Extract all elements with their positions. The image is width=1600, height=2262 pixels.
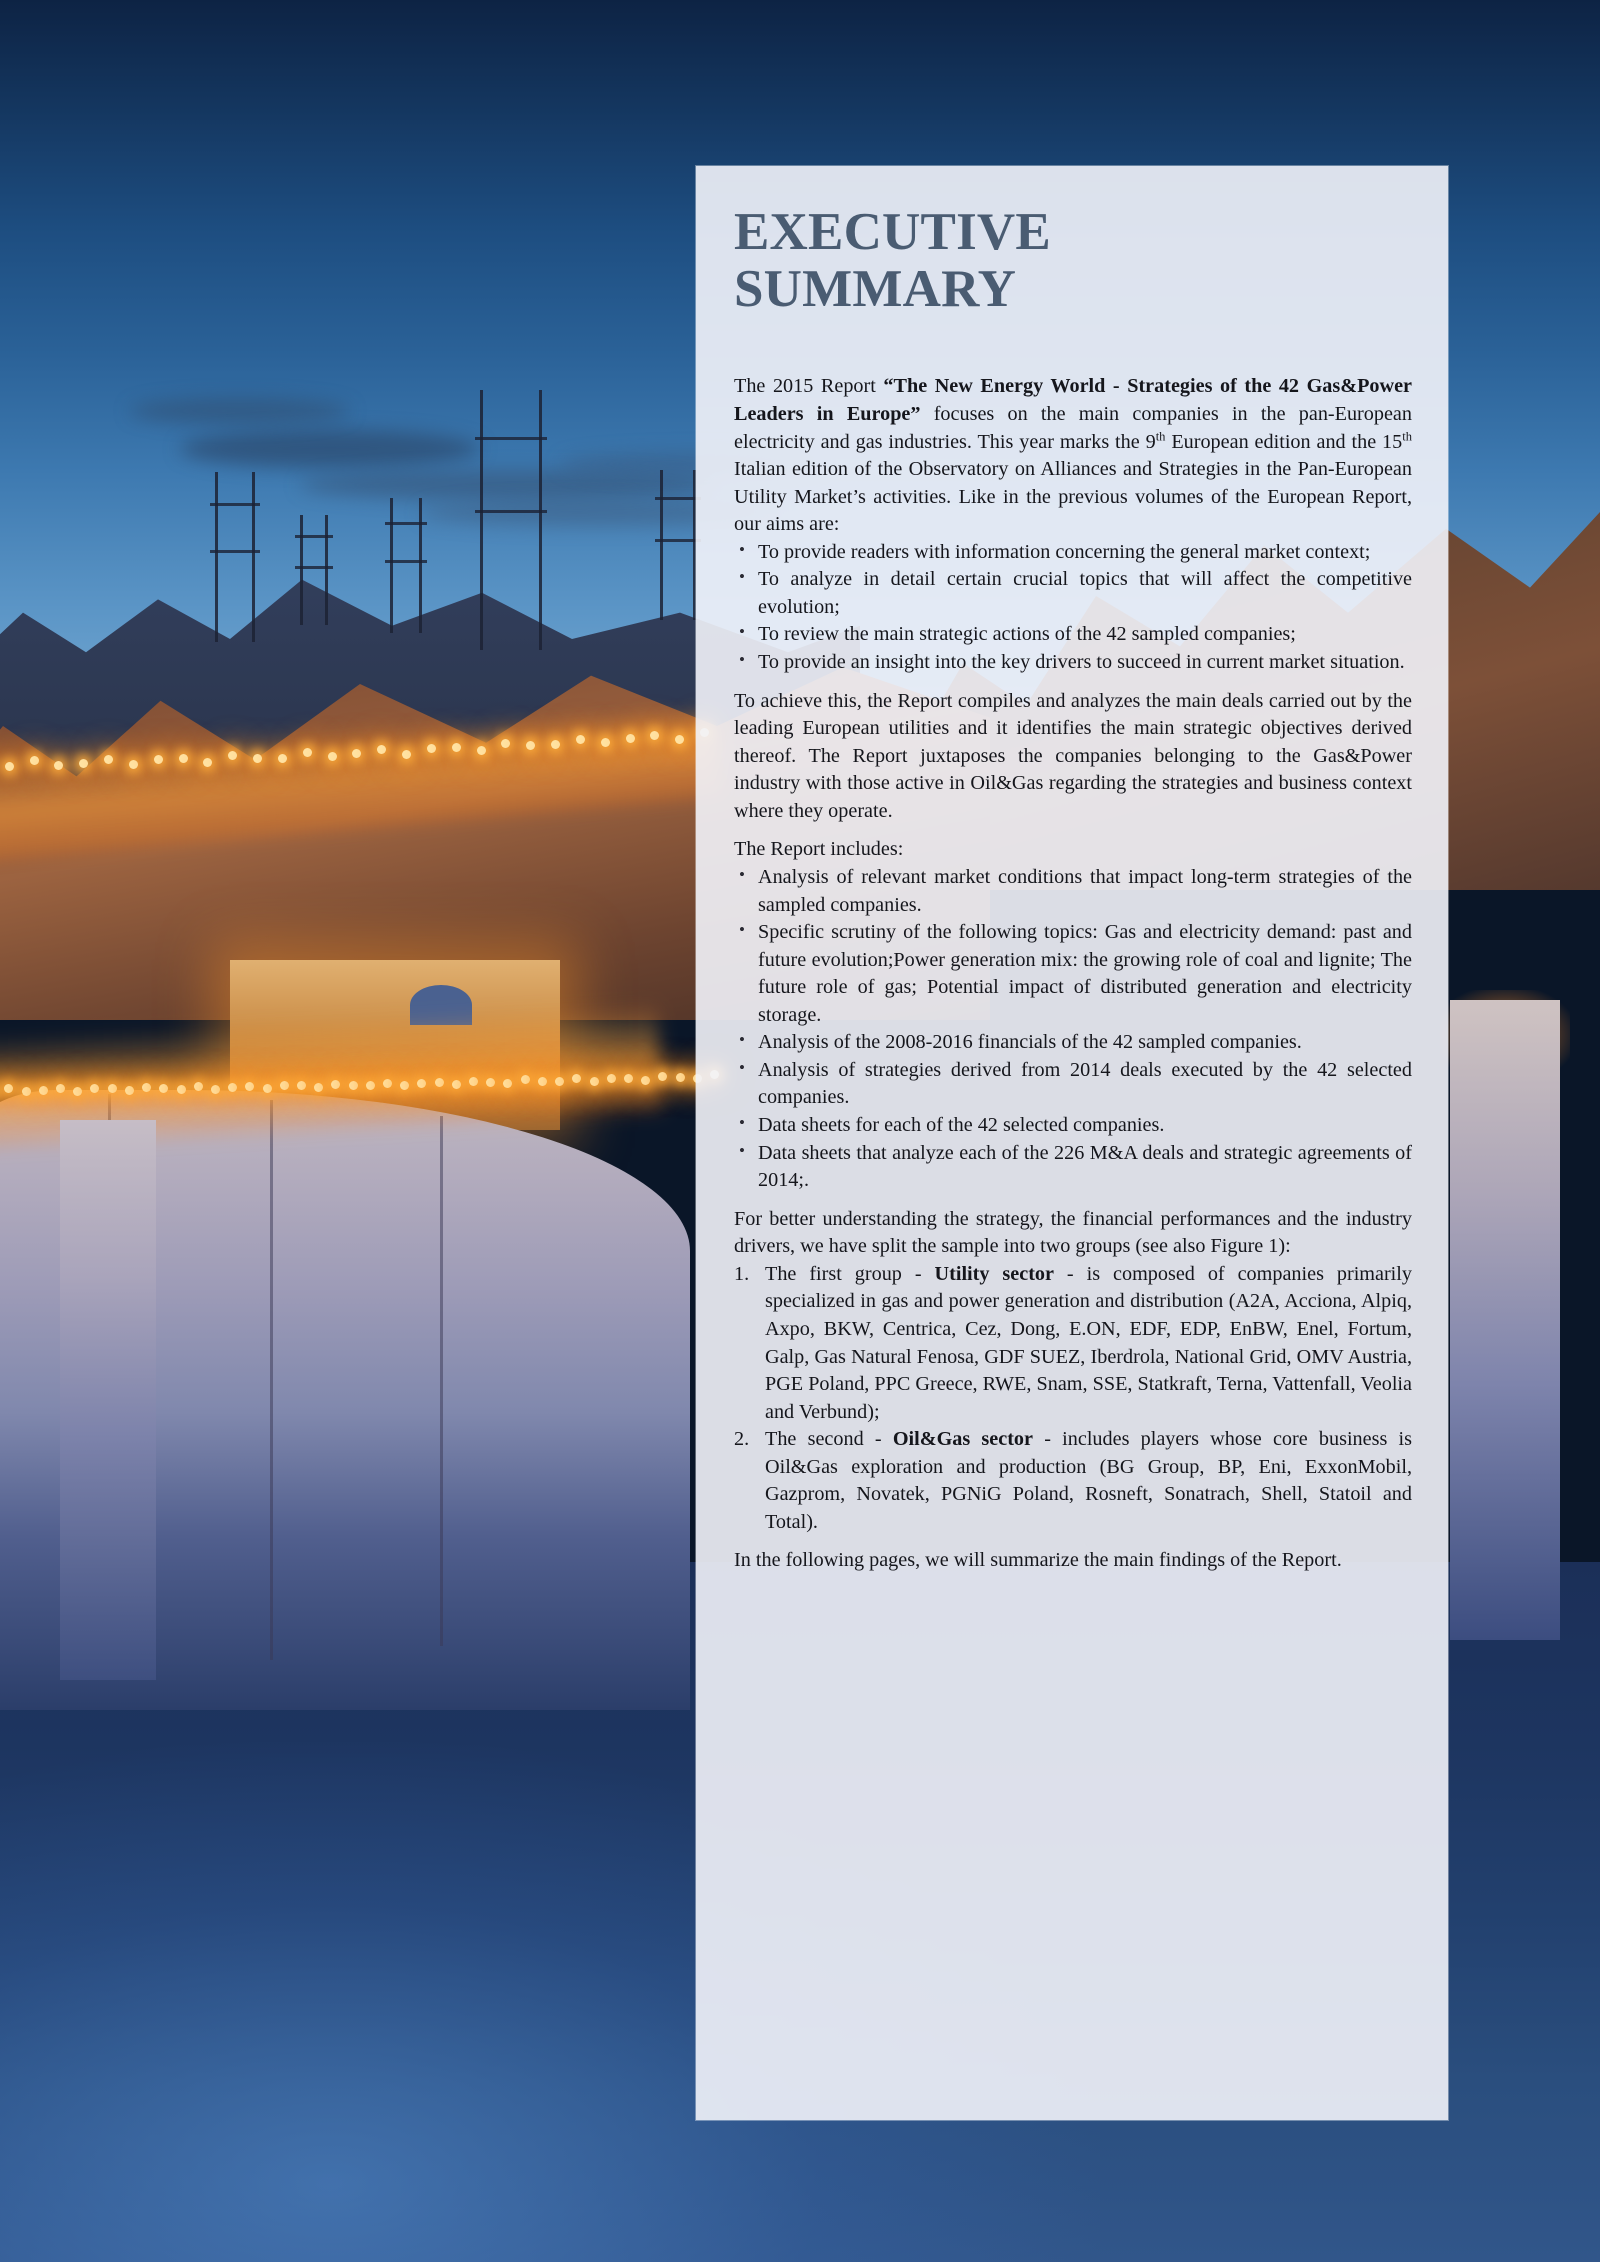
transmission-pylon <box>660 470 696 620</box>
lamp <box>30 756 39 765</box>
closing-paragraph: In the following pages, we will summarize the main findings of the Report. <box>734 1549 1342 1572</box>
lamp <box>90 1084 99 1093</box>
sample-split-paragraph: For better understanding the strategy, the financial performances and the industry drivers, we have split the sample into two groups (see also Figure 1): <box>734 1207 1412 1258</box>
intro-text-3: European edition and the 15 <box>1165 430 1403 453</box>
lamp <box>349 1081 358 1090</box>
page-title-line-2: SUMMARY <box>734 259 1017 318</box>
lamp <box>280 1081 289 1090</box>
dam-seam <box>440 1116 443 1646</box>
list-item: • Specific scrutiny of the following topics: Gas and electricity demand: past and future evolution;Power generation mix: the growing role of coal and lignite; The future role of gas; Potential impact of distributed generation and electricity storage. <box>734 919 1412 1029</box>
lamp <box>125 1086 134 1095</box>
transmission-pylon <box>480 390 542 650</box>
lamp <box>154 755 163 764</box>
lamp <box>503 1079 512 1088</box>
lamp <box>452 1080 461 1089</box>
includes-heading: The Report includes: <box>734 838 904 861</box>
intro-text-1: The 2015 Report <box>734 375 884 398</box>
lamp <box>626 734 635 743</box>
aims-list <box>734 539 1412 677</box>
lamp <box>417 1079 426 1088</box>
list-item: • Analysis of strategies derived from 2014 deals executed by the 42 selected companies. <box>734 1057 1412 1112</box>
lamp <box>194 1082 203 1091</box>
dam-seam <box>270 1100 273 1660</box>
page-title-line-1: EXECUTIVE <box>734 203 1051 261</box>
lamp <box>452 743 461 752</box>
lamp <box>177 1085 186 1094</box>
list-item: • To provide an insight into the key drivers to succeed in current market situation. <box>734 649 1412 677</box>
group-tail-text: - is composed of companies primarily specialized in gas and power generation and distribution (A2A, Acciona, Alpiq, Axpo, BKW, Centrica, Cez, Dong, E.ON, EDF, EDP, EnBW, Enel, Fortum, Galp, Gas Natural Fenosa, GDF SUEZ, Iberdrola, National Grid, OMV Austria, PGE Poland, PPC Greece, RWE, Snam, SSE, Statkraft, Terna, Vattenfall, Veolia and Verbund); <box>765 1262 1412 1423</box>
lamp <box>129 760 138 769</box>
lamp <box>303 748 312 757</box>
transmission-pylon <box>300 515 328 625</box>
lamp <box>427 744 436 753</box>
dam-crest-lamp-row <box>0 1086 710 1116</box>
report-title-bold: “The New Energy World - Strategies of the 42 Gas&Power Leaders in Europe” <box>734 375 1412 425</box>
lamp <box>211 1085 220 1094</box>
lamp <box>402 750 411 759</box>
body-copy <box>734 373 1412 1575</box>
lamp <box>203 758 212 767</box>
lamp <box>676 1073 685 1082</box>
lamp <box>331 1080 340 1089</box>
lamp <box>486 1078 495 1087</box>
lamp <box>675 735 684 744</box>
lamp <box>400 1081 409 1090</box>
lamp <box>159 1084 168 1093</box>
lamp <box>297 1081 306 1090</box>
list-item: • To analyze in detail certain crucial topics that will affect the competitive evolution; <box>734 566 1412 621</box>
lamp <box>328 752 337 761</box>
intro-text-4: Italian edition of the Observatory on Alliances and Strategies in the Pan-European Utility Market’s activities. Like in the previous volumes of the European Report, our aims are: <box>734 458 1412 536</box>
cloud <box>130 398 350 424</box>
lamp <box>22 1087 31 1096</box>
lamp <box>5 762 14 771</box>
intro-text-2: focuses on the main companies in the pan-European electricity and gas industries. This year marks the 9 <box>734 402 1412 453</box>
cloud <box>180 430 480 468</box>
lamp <box>179 754 188 763</box>
list-item: • To review the main strategic actions of the 42 sampled companies; <box>734 621 1412 649</box>
transmission-pylon <box>390 498 422 633</box>
lamp <box>314 1083 323 1092</box>
list-item: • To provide readers with information concerning the general market context; <box>734 539 1412 567</box>
lamp <box>228 751 237 760</box>
list-item-utility-sector <box>734 1261 1412 1426</box>
list-item: • Analysis of relevant market conditions that impact long-term strategies of the sampled companies. <box>734 864 1412 919</box>
list-item-oil-gas-sector <box>734 1426 1412 1536</box>
lamp <box>73 1087 82 1096</box>
list-item: • Data sheets for each of the 42 selected companies. <box>734 1112 1412 1140</box>
lamp <box>79 759 88 768</box>
list-item: • Data sheets that analyze each of the 226 M&A deals and strategic agreements of 2014;. <box>734 1140 1412 1195</box>
page-title <box>734 204 1412 317</box>
lamp <box>263 1084 272 1093</box>
lamp <box>108 1084 117 1093</box>
lamp <box>658 1072 667 1081</box>
lamp <box>590 1077 599 1086</box>
list-item: • Analysis of the 2008-2016 financials of the 42 sampled companies. <box>734 1029 1412 1057</box>
group-lead-text: The first group - <box>765 1262 935 1285</box>
lamp <box>624 1074 633 1083</box>
lamp <box>4 1084 13 1093</box>
lamp <box>366 1081 375 1090</box>
lamp <box>54 761 63 770</box>
lamp <box>142 1083 151 1092</box>
lamp <box>555 1077 564 1086</box>
content-panel <box>696 166 1448 2120</box>
dam-intake-tower-left <box>60 1120 156 1680</box>
includes-list <box>734 864 1412 1195</box>
lamp <box>39 1086 48 1095</box>
ordinal-suffix-15th: th <box>1402 428 1412 443</box>
intro-paragraph <box>734 373 1412 538</box>
ordinal-suffix-9th: th <box>1155 428 1166 443</box>
lamp <box>253 754 262 763</box>
lamp <box>228 1083 237 1092</box>
transmission-pylon <box>215 472 255 642</box>
dam-intake-tower-right <box>1450 1000 1560 1640</box>
lamp <box>245 1082 254 1091</box>
road-lamp-row <box>0 760 700 820</box>
lamp <box>56 1084 65 1093</box>
lamp <box>435 1078 444 1087</box>
lamp <box>104 755 113 764</box>
group-sector-bold: Oil&Gas sector <box>892 1428 1033 1451</box>
achieve-paragraph: To achieve this, the Report compiles and analyzes the main deals carried out by the leading European utilities and it identifies the main strategic objectives derived thereof. The Report juxtaposes the companies belonging to the Gas&Power industry with those active in Oil&Gas regarding the strategies and business context where they operate. <box>734 689 1412 822</box>
lamp <box>278 754 287 763</box>
lamp <box>477 746 486 755</box>
lamp <box>576 735 585 744</box>
lamp <box>383 1079 392 1088</box>
lamp <box>641 1076 650 1085</box>
groups-list <box>734 1261 1412 1537</box>
group-sector-bold: Utility sector <box>934 1262 1054 1285</box>
group-tail-text: - includes players whose core business is Oil&Gas exploration and production (BG Group, BP, Eni, ExxonMobil, Gazprom, Novatek, PGNiG Poland, Rosneft, Sonatrach, Shell, Statoil and Total). <box>765 1428 1413 1533</box>
group-lead-text: The second - <box>765 1428 893 1451</box>
